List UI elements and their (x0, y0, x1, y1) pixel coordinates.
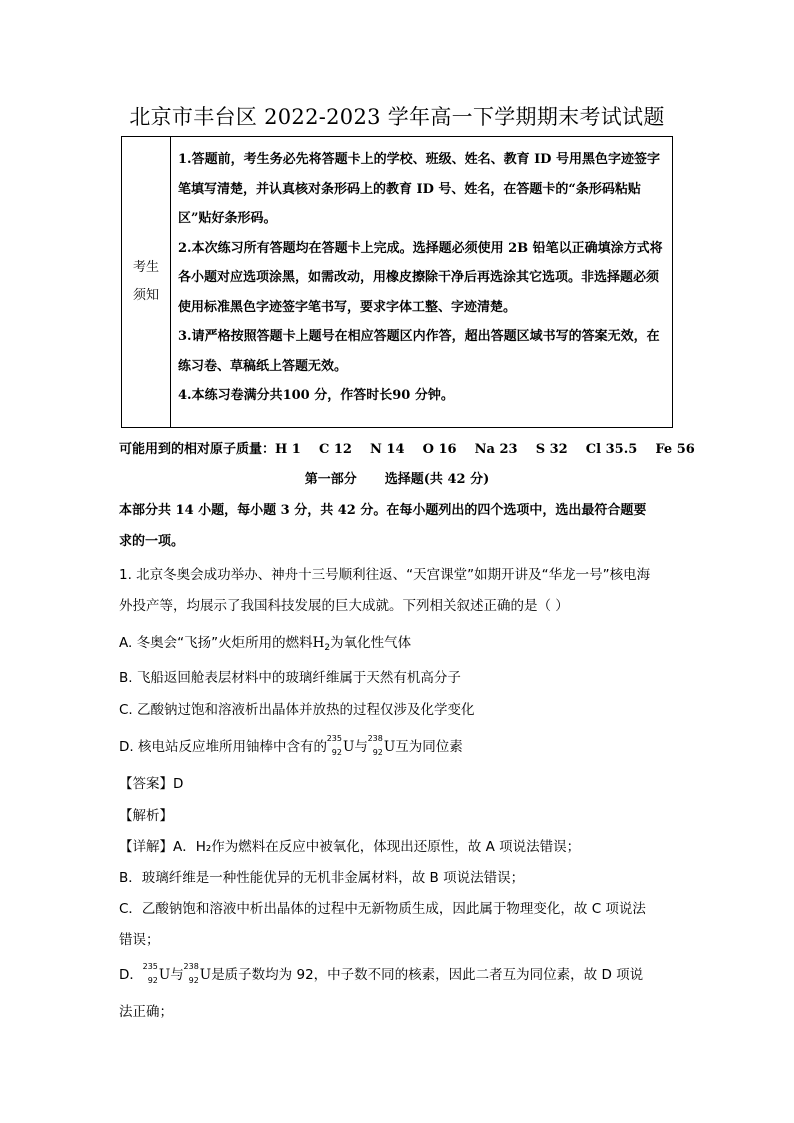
notice-item-2: 2.本次练习所有答题均在答题卡上完成。选择题必须使用 2B 铅笔以正确填涂方式将各小题对应选项涂黑，如需改动，用橡皮擦除干净后再选涂其它选项。非选择题必须使用标准黑色字迹签字笔书写，要求字体工整、字迹清楚。 (178, 240, 663, 315)
analysis-label: 【解析】 (119, 808, 173, 824)
answer: 【答案】D (119, 776, 184, 792)
notice-body (171, 137, 672, 427)
notice-item-4: 4.本练习卷满分共100 分，作答时长90 分钟。 (178, 388, 454, 403)
section-name: 选择题(共 42 分) (384, 472, 490, 487)
detail-d-line2: 法正确； (119, 1004, 173, 1020)
detail-isotope-1: 235 92 (142, 962, 158, 985)
isotope-2: 238 92 (367, 734, 383, 757)
section-part: 第一部分 (304, 472, 357, 487)
detail-a: 【详解】A．H₂作为燃料在反应中被氧化，体现出还原性，故 A 项说法错误； (119, 839, 581, 855)
notice-item-1: 1.答题前，考生务必先将答题卡上的学校、班级、姓名、教育 ID 号用黑色字迹签字笔填写清楚，并认真核对条形码上的教育 ID 号、姓名，在答题卡的“条形码粘贴区”贴好条形码。 (178, 152, 660, 226)
question-stem-line2: 外投产等，均展示了我国科技发展的巨大成就。下列相关叙述正确的是（ ） (119, 598, 569, 614)
notice-label (122, 137, 171, 427)
detail-c-line1: C．乙酸钠饱和溶液中析出晶体的过程中无新物质生成，因此属于物理变化，故 C 项说法 (119, 901, 646, 917)
notice-label-line2: 须知 (132, 288, 159, 303)
option-b: B. 飞船返回舱表层材料中的玻璃纤维属于天然有机高分子 (119, 670, 461, 686)
option-d: D. 核电站反应堆所用铀棒中含有的 235 92 U与 238 92 U互为同位素 (119, 734, 463, 757)
notice-item-3: 3.请严格按照答题卡上题号在相应答题区内作答，超出答题区域书写的答案无效，在练习卷、草稿纸上答题无效。 (178, 329, 660, 374)
isotope-1: 235 92 (326, 734, 342, 757)
section-intro-line1: 本部分共 14 小题，每小题 3 分，共 42 分。在每小题列出的四个选项中，选出最符合题要 (119, 503, 647, 518)
section-heading (0, 468, 794, 487)
page-title: 北京市丰台区 2022-2023 学年高一下学期期末考试试题 (129, 105, 665, 129)
detail-d-line1: D． 235 92 U与 238 92 U是质子数均为 92，中子数不同的核素，因此二者互为同位素，故 D 项说 (119, 962, 644, 985)
exam-notice-table (121, 136, 673, 428)
notice-label-line1: 考生 (132, 260, 159, 275)
detail-b: B．玻璃纤维是一种性能优异的无机非金属材料，故 B 项说法错误； (119, 870, 525, 886)
option-a: A. 冬奥会“飞扬”火炬所用的燃料$H_2$为氧化性气体 (119, 635, 412, 653)
detail-isotope-2: 238 92 (183, 962, 199, 985)
section-intro-line2: 求的一项。 (119, 534, 185, 549)
option-c: C. 乙酸钠过饱和溶液析出晶体并放热的过程仅涉及化学变化 (119, 702, 475, 718)
detail-c-line2: 错误； (119, 932, 160, 948)
question-stem-line1: 1. 北京冬奥会成功举办、神舟十三号顺利往返、“天宫课堂”如期开讲及“华龙一号”核电海 (119, 567, 651, 583)
atomic-masses: 可能用到的相对原子质量：H 1 C 12 N 14 O 16 Na 23 S 32 Cl 35.5 Fe 56 (119, 442, 695, 457)
